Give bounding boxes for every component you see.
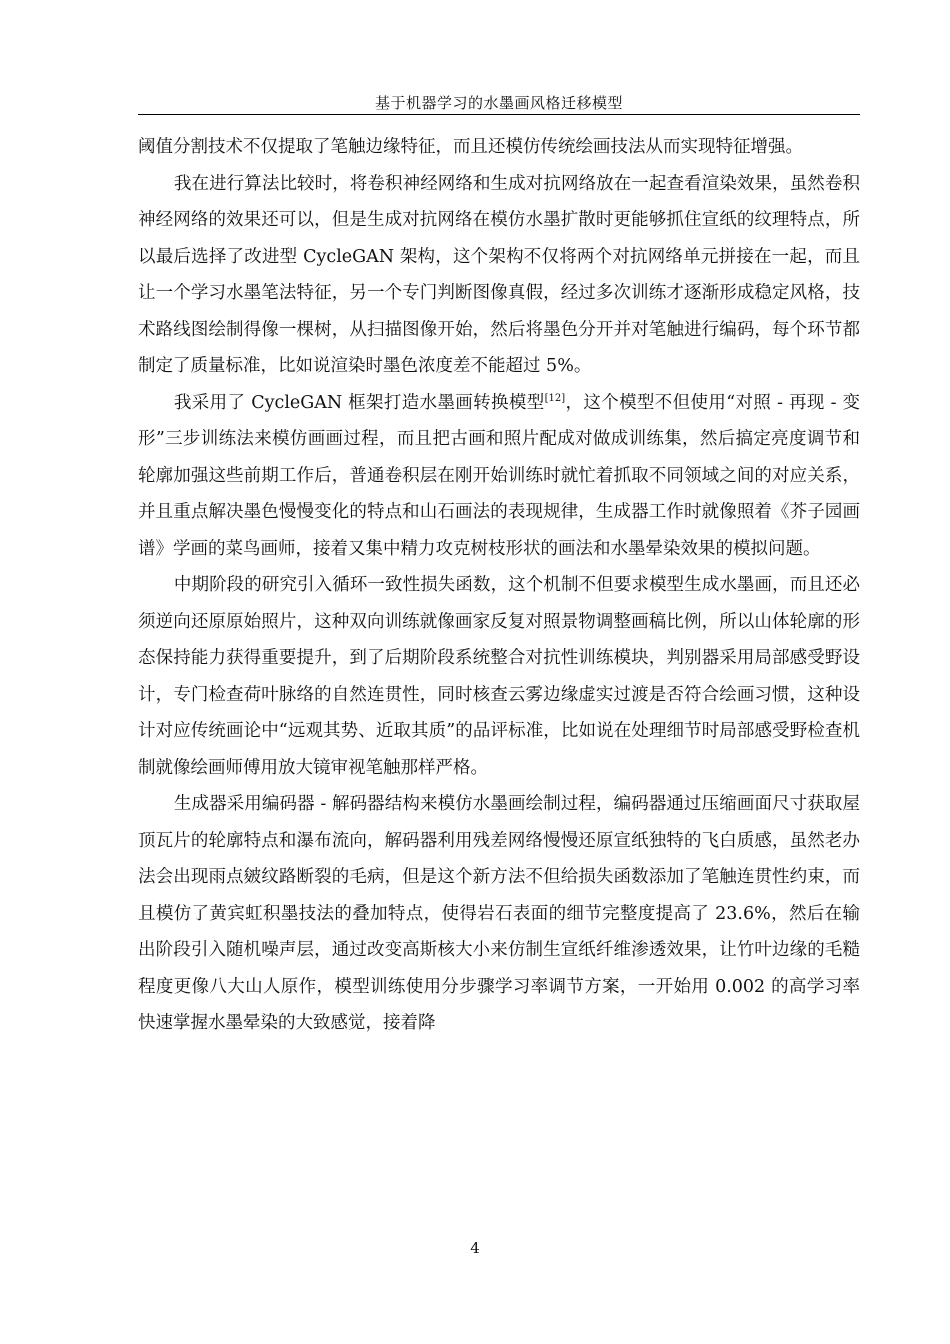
paragraph-text: 我采用了 CycleGAN 框架打造水墨画转换模型 xyxy=(173,392,545,413)
paragraph-generator: 生成器采用编码器 - 解码器结构来模仿水墨画绘制过程，编码器通过压缩画面尺寸获取屋顶瓦片的轮廓特点和瀑布流向，解码器利用残差网络慢慢还原宣纸独特的飞白质感，虽然老办法会出现雨点皴纹路断裂的毛病，但是这个新方法不但给损失函数添加了笔触连贯性约束，而且模仿了黄宾虹积墨技法的叠加特点，使得岩石表面的细节完整度提高了 23.6%，然后在输出阶段引入随机噪声层，通过改变高斯核大小来仿制生宣纸纤维渗透效果，让竹叶边缘的毛糙程度更像八大山人原作，模型训练使用分步骤学习率调节方案，一开始用 0.002 的高学习率快速掌握水墨晕染的大致感觉，接着降 xyxy=(138,794,860,1033)
paragraph-cycle-consistency: 中期阶段的研究引入循环一致性损失函数，这个机制不但要求模型生成水墨画，而且还必须逆向还原原始照片，这种双向训练就像画家反复对照景物调整画稿比例，所以山体轮廓的形态保持能力获得重要提升，到了后期阶段系统整合对抗性训练模块，判别器采用局部感受野设计，专门检查荷叶脉络的自然连贯性，同时核查云雾边缘虚实过渡是否符合绘画习惯，这种设计对应传统画论中“远观其势、近取其质”的品评标准，比如说在处理细节时局部感受野检查机制就像绘画师傅用放大镜审视笔触那样严格。 xyxy=(138,575,860,778)
paragraph-cyclegan-model xyxy=(138,385,860,568)
paragraph-algorithm-comparison: 我在进行算法比较时，将卷积神经网络和生成对抗网络放在一起查看渲染效果，虽然卷积神经网络的效果还可以，但是生成对抗网络在模仿水墨扩散时更能够抓住宣纸的纹理特点，所以最后选择了改进型 CycleGAN 架构，这个架构不仅将两个对抗网络单元拼接在一起，而且让一个学习水墨笔法特征，另一个专门判断图像真假，经过多次训练才逐渐形成稳定风格，技术路线图绘制得像一棵树，从扫描图像开始，然后将墨色分开并对笔触进行编码，每个环节都制定了质量标准，比如说渲染时墨色浓度差不能超过 5%。 xyxy=(138,173,860,376)
body-text xyxy=(138,129,860,1042)
running-header-title: 基于机器学习的水墨画风格迁移模型 xyxy=(374,94,623,112)
paragraph-continued: 阈值分割技术不仅提取了笔触边缘特征，而且还模仿传统绘画技法从而实现特征增强。 xyxy=(138,137,803,157)
citation-ref: [12] xyxy=(544,392,566,404)
page-number: 4 xyxy=(470,1239,480,1257)
paragraph-text: ，这个模型不但使用“对照 - 再现 - 变形”三步训练法来模仿画画过程，而且把古画和照片配成对做成训练集，然后搞定亮度调节和轮廓加强这些前期工作后，普通卷积层在刚开始训练时就忙着抓取不同领域之间的对应关系，并且重点解决墨色慢慢变化的特点和山石画法的表现规律，生成器工作时就像照着《芥子园画谱》学画的菜鸟画师，接着又集中精力攻克树枝形状的画法和水墨晕染效果的模拟问题。 xyxy=(138,392,860,559)
header-rule xyxy=(138,114,860,115)
